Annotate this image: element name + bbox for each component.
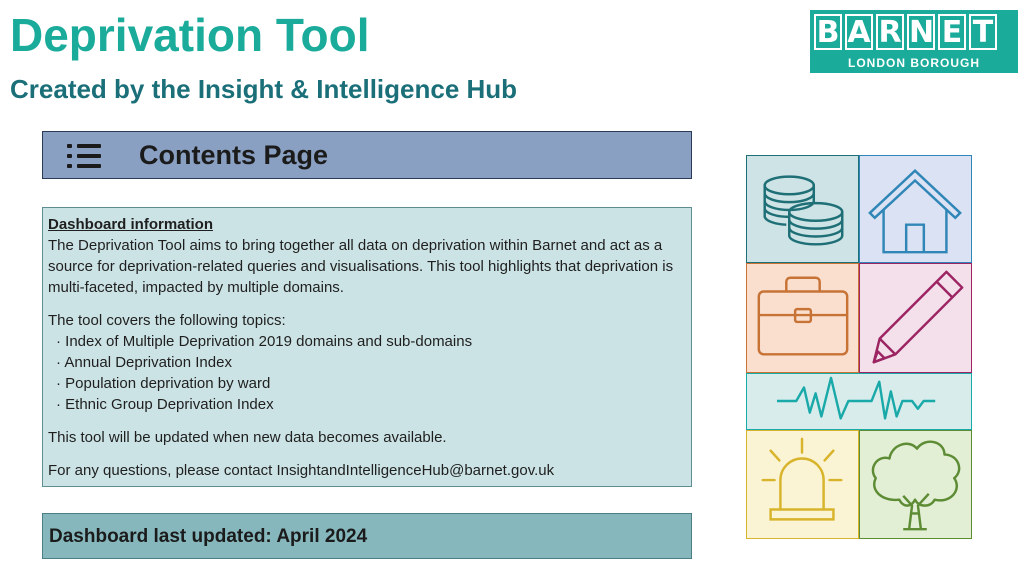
logo-letter: A bbox=[845, 14, 873, 50]
info-intro: The Deprivation Tool aims to bring together all data on deprivation within Barnet and act as a source for deprivation-related queries and visualisations. This tool highlights that deprivation is multi-faceted, impacted by multiple domains. bbox=[48, 237, 674, 296]
tile-alarm[interactable] bbox=[746, 430, 859, 539]
topics-intro: The tool covers the following topics: bbox=[48, 312, 286, 329]
topic-item: · Annual Deprivation Index bbox=[48, 352, 686, 373]
tile-pencil[interactable] bbox=[859, 263, 972, 373]
last-updated-bar bbox=[42, 513, 692, 559]
last-updated-text: Dashboard last updated: April 2024 bbox=[49, 526, 368, 547]
topic-item: · Ethnic Group Deprivation Index bbox=[48, 394, 686, 415]
tile-briefcase[interactable] bbox=[746, 263, 859, 373]
list-icon bbox=[67, 142, 101, 170]
page-title: Deprivation Tool bbox=[10, 9, 370, 61]
barnet-logo bbox=[810, 10, 1018, 73]
alarm-light-icon bbox=[747, 431, 858, 538]
logo-letter: E bbox=[938, 14, 966, 50]
contact-text: For any questions, please contact InsightandIntelligenceHub@barnet.gov.uk bbox=[48, 462, 555, 479]
house-icon bbox=[860, 156, 971, 262]
contents-page-bar[interactable] bbox=[42, 131, 692, 179]
logo-letter: R bbox=[876, 14, 904, 50]
topic-item: · Population deprivation by ward bbox=[48, 373, 686, 394]
coins-icon bbox=[747, 156, 858, 262]
logo-letter: B bbox=[814, 14, 842, 50]
info-heading: Dashboard information bbox=[48, 216, 214, 233]
logo-letter: N bbox=[909, 15, 935, 50]
pencil-icon bbox=[860, 264, 971, 372]
logo-letters bbox=[814, 14, 997, 50]
briefcase-icon bbox=[747, 264, 858, 372]
page-subtitle: Created by the Insight & Intelligence Hub bbox=[10, 74, 518, 104]
tree-icon bbox=[860, 431, 971, 538]
logo-subtitle: LONDON BOROUGH bbox=[848, 56, 980, 70]
contents-title: Contents Page bbox=[139, 140, 329, 170]
tile-heartbeat[interactable] bbox=[746, 373, 972, 430]
heartbeat-icon bbox=[747, 374, 971, 429]
logo-letter: T bbox=[969, 14, 997, 50]
tile-house[interactable] bbox=[859, 155, 972, 263]
domain-icon-grid bbox=[746, 155, 972, 539]
tile-tree[interactable] bbox=[859, 430, 972, 539]
update-note: This tool will be updated when new data becomes available. bbox=[48, 429, 447, 446]
dashboard-info-panel bbox=[42, 207, 692, 487]
topic-item: · Index of Multiple Deprivation 2019 domains and sub-domains bbox=[48, 331, 686, 352]
tile-coins[interactable] bbox=[746, 155, 859, 263]
